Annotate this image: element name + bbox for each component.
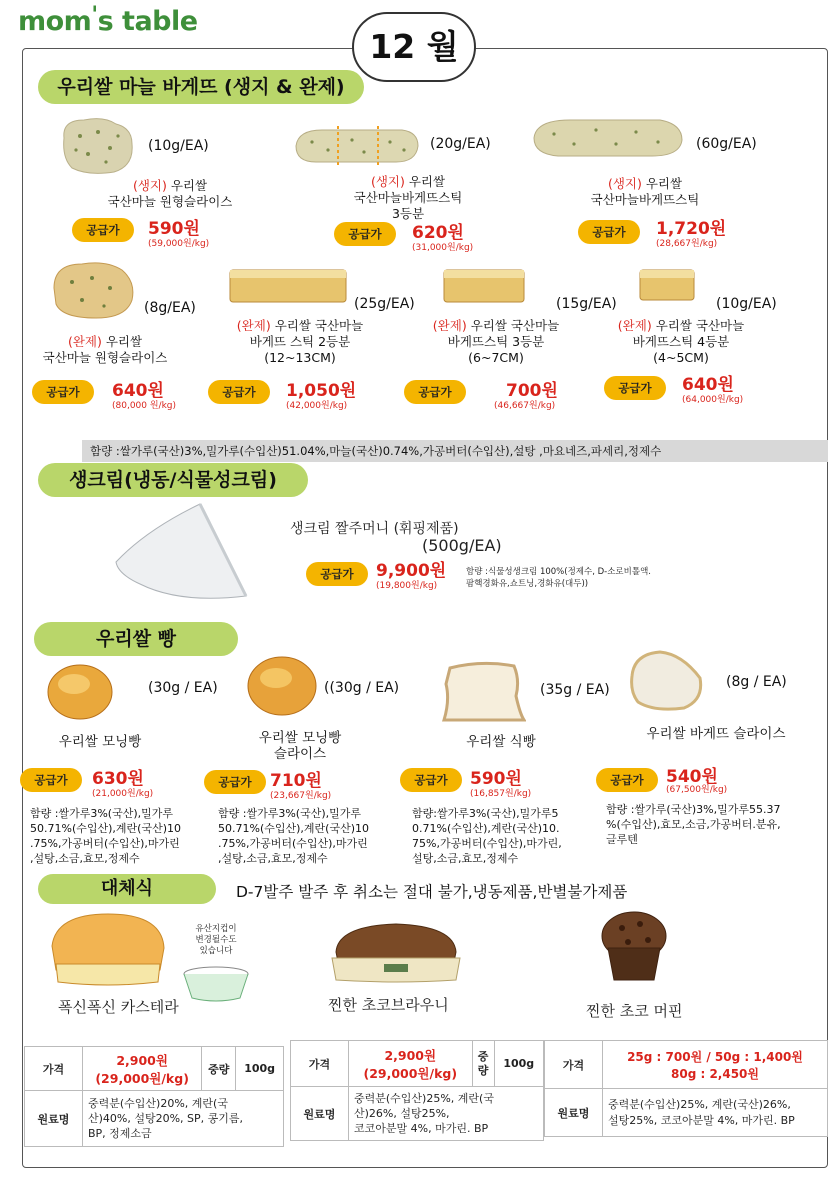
supply-price-badge: 공급가 <box>306 562 368 586</box>
product-weight: (10g/EA) <box>148 138 209 154</box>
price-per-kg: (59,000원/kg) <box>148 239 210 249</box>
supply-price-badge: 공급가 <box>204 770 266 794</box>
product-name: 우리쌀 바게뜨 슬라이스 <box>646 726 786 742</box>
cream-piping-bag-image <box>110 500 250 606</box>
cream-weight: (500g/EA) <box>422 536 502 555</box>
castella-spec-table <box>24 1046 284 1147</box>
product-name: 우리쌀 모닝빵 슬라이스 <box>258 730 342 762</box>
garlic-round-slice-raw-image <box>58 114 138 176</box>
supply-price-badge: 공급가 <box>208 380 270 404</box>
garlic-stick-raw-image <box>530 114 686 162</box>
brand-logo: mom's table <box>18 3 198 37</box>
cream-ingredients: 함량 :식물성생크림 100%(정제수, D-소로비톨액. 팜핵경화유,쇼트닝,경화유(대두)) <box>466 567 651 589</box>
price: 700원 <box>506 381 558 401</box>
garlic-stick-4cut-baked-image <box>638 268 696 302</box>
garlic-stick-3cut-baked-image <box>442 268 526 304</box>
section-title-garlic: 우리쌀 마늘 바게뜨 (생지 & 완제) <box>38 70 364 104</box>
product-weight: (8g / EA) <box>726 674 787 690</box>
product-name: 우리쌀 모닝빵 <box>58 734 142 750</box>
price-per-kg: (67,500원/kg) <box>666 785 728 795</box>
product-weight: (10g/EA) <box>716 296 777 312</box>
paper-cup-notice: 유산지컵이 변경될수도 있습니다 <box>195 924 237 956</box>
product-name: (완제) 우리쌀 국산마늘 바게뜨 스틱 2등분 (12~13CM) <box>236 318 364 365</box>
supply-price-badge: 공급가 <box>604 376 666 400</box>
product-name: (생지) 우리쌀 국산마늘바게뜨스틱 <box>590 176 700 207</box>
month-badge: 12 월 <box>352 12 476 82</box>
morning-bread-slice-image <box>244 652 320 718</box>
price: 1,050원 <box>286 381 357 401</box>
raw-value: 중력분(수입산)20%, 계란(국 산)40%, 설탕20%, SP, 콩기름, BP, 정제소금 <box>83 1091 284 1147</box>
bread-ingredients: 함량 :쌀가루(국산)3%,밀가루55.37 %(수입산),효모,소금,가공버터.분유, 글루텐 <box>606 803 781 846</box>
brownie-image <box>328 918 464 984</box>
muffin-spec-table <box>544 1040 828 1137</box>
product-name: 찐한 초코브라우니 <box>328 996 449 1014</box>
garlic-stick-2cut-baked-image <box>228 268 348 304</box>
product-name: (완제) 우리쌀 국산마늘 바게뜨스틱 3등분 (6~7CM) <box>432 318 560 365</box>
weight-value: 100g <box>494 1041 543 1087</box>
product-weight: (30g / EA) <box>148 680 218 696</box>
price-value: 2,900원 (29,000원/kg) <box>83 1047 202 1091</box>
price-label: 가격 <box>291 1041 349 1087</box>
product-weight: ((30g / EA) <box>324 680 400 696</box>
product-weight: (25g/EA) <box>354 296 415 312</box>
price-label: 가격 <box>545 1041 603 1089</box>
raw-value: 중력분(수입산)25%, 계란(국산)26%, 설탕25%, 코코아분말 4%, 마가린. BP <box>603 1089 828 1137</box>
price: 1,720원 <box>656 219 727 239</box>
product-name: 찐한 초코 머핀 <box>586 1002 683 1020</box>
supply-price-badge: 공급가 <box>578 220 640 244</box>
baguette-slice-image <box>626 648 706 712</box>
product-name: (생지) 우리쌀 국산마늘 원형슬라이스 <box>107 178 233 209</box>
weight-label: 중 량 <box>472 1041 494 1087</box>
price: 630원 <box>92 769 144 789</box>
price-per-kg: (28,667원/kg) <box>656 239 718 249</box>
bread-ingredients: 함량 :쌀가루3%(국산),밀가루 50.71%(수입산),계란(국산)10 .75%,가공버터(수입산),마가린 ,설탕,소금,효모,정제수 <box>218 807 369 865</box>
price-per-kg: (23,667원/kg) <box>270 791 332 801</box>
brownie-spec-table <box>290 1040 544 1141</box>
order-notice: D-7발주 발주 후 취소는 절대 불가,냉동제품,반별불가제품 <box>236 883 628 901</box>
price: 540원 <box>666 767 718 787</box>
bread-ingredients: 함량 :쌀가루3%(국산),밀가루 50.71%(수입산),계란(국산)10 .75%,가공버터(수입산),마가린 ,설탕,소금,효모,정제수 <box>30 807 181 865</box>
garlic-ingredients: 함량 :쌀가루(국산)3%,밀가루(수입산)51.04%,마늘(국산)0.74%,가공버터(수입산),설탕 ,마요네즈,파세리,정제수 <box>82 440 828 462</box>
price-per-kg: (64,000원/kg) <box>682 395 744 405</box>
product-name: 폭신폭신 카스테라 <box>58 998 179 1016</box>
supply-price-badge: 공급가 <box>20 768 82 792</box>
price-value: 25g : 700원 / 50g : 1,400원 80g : 2,450원 <box>603 1041 828 1089</box>
cream-name: 생크림 짤주머니 (휘핑제품) <box>290 521 459 537</box>
raw-label: 원료명 <box>291 1087 349 1141</box>
price: 640원 <box>682 375 734 395</box>
product-name: 우리쌀 식빵 <box>466 734 536 750</box>
price-per-kg: (80,000 원/kg) <box>112 401 177 411</box>
section-title-substitute: 대체식 <box>38 874 216 904</box>
paper-cup-image <box>180 964 252 1006</box>
supply-price-badge: 공급가 <box>72 218 134 242</box>
product-weight: (20g/EA) <box>430 136 491 152</box>
bread-ingredients: 함량:쌀가루3%(국산),밀가루5 0.71%(수입산),계란(국산)10. 75%,가공버터(수입산),마가린, 설탕,소금,효모,정제수 <box>412 807 562 865</box>
garlic-round-slice-baked-image <box>48 258 140 322</box>
product-name: (완제) 우리쌀 국산마늘 원형슬라이스 <box>42 334 168 365</box>
price-value: 2,900원 (29,000원/kg) <box>349 1041 473 1087</box>
product-name: (생지) 우리쌀 국산마늘바게뜨스틱 3등분 <box>353 174 463 221</box>
raw-label: 원료명 <box>545 1089 603 1137</box>
supply-price-badge: 공급가 <box>334 222 396 246</box>
price: 9,900원 <box>376 561 447 581</box>
price-label: 가격 <box>25 1047 83 1091</box>
product-weight: (15g/EA) <box>556 296 617 312</box>
price-per-kg: (46,667원/kg) <box>494 401 556 411</box>
product-weight: (8g/EA) <box>144 300 196 316</box>
price-per-kg: (31,000원/kg) <box>412 243 474 253</box>
bread-loaf-slice-image <box>440 660 526 724</box>
morning-bread-image <box>44 660 116 722</box>
price-per-kg: (19,800원/kg) <box>376 581 438 591</box>
supply-price-badge: 공급가 <box>400 768 462 792</box>
section-title-bread: 우리쌀 빵 <box>34 622 238 656</box>
supply-price-badge: 공급가 <box>404 380 466 404</box>
price-per-kg: (42,000원/kg) <box>286 401 348 411</box>
product-weight: (60g/EA) <box>696 136 757 152</box>
raw-label: 원료명 <box>25 1091 83 1147</box>
price: 590원 <box>470 769 522 789</box>
supply-price-badge: 공급가 <box>32 380 94 404</box>
price: 620원 <box>412 223 464 243</box>
price: 710원 <box>270 771 322 791</box>
section-title-cream: 생크림(냉동/식물성크림) <box>38 463 308 497</box>
product-name: (완제) 우리쌀 국산마늘 바게뜨스틱 4등분 (4~5CM) <box>617 318 745 365</box>
supply-price-badge: 공급가 <box>596 768 658 792</box>
choco-muffin-image <box>596 908 672 984</box>
garlic-stick-3cut-raw-image <box>292 124 422 168</box>
price-per-kg: (16,857원/kg) <box>470 789 532 799</box>
product-weight: (35g / EA) <box>540 682 610 698</box>
price-per-kg: (21,000원/kg) <box>92 789 154 799</box>
raw-value: 중력분(수입산)25%, 계란(국 산)26%, 설탕25%, 코코아분말 4%, 마가린. BP <box>349 1087 544 1141</box>
castella-image <box>46 910 170 986</box>
price: 640원 <box>112 381 164 401</box>
weight-label: 중량 <box>202 1047 236 1091</box>
weight-value: 100g <box>236 1047 284 1091</box>
price: 590원 <box>148 219 200 239</box>
